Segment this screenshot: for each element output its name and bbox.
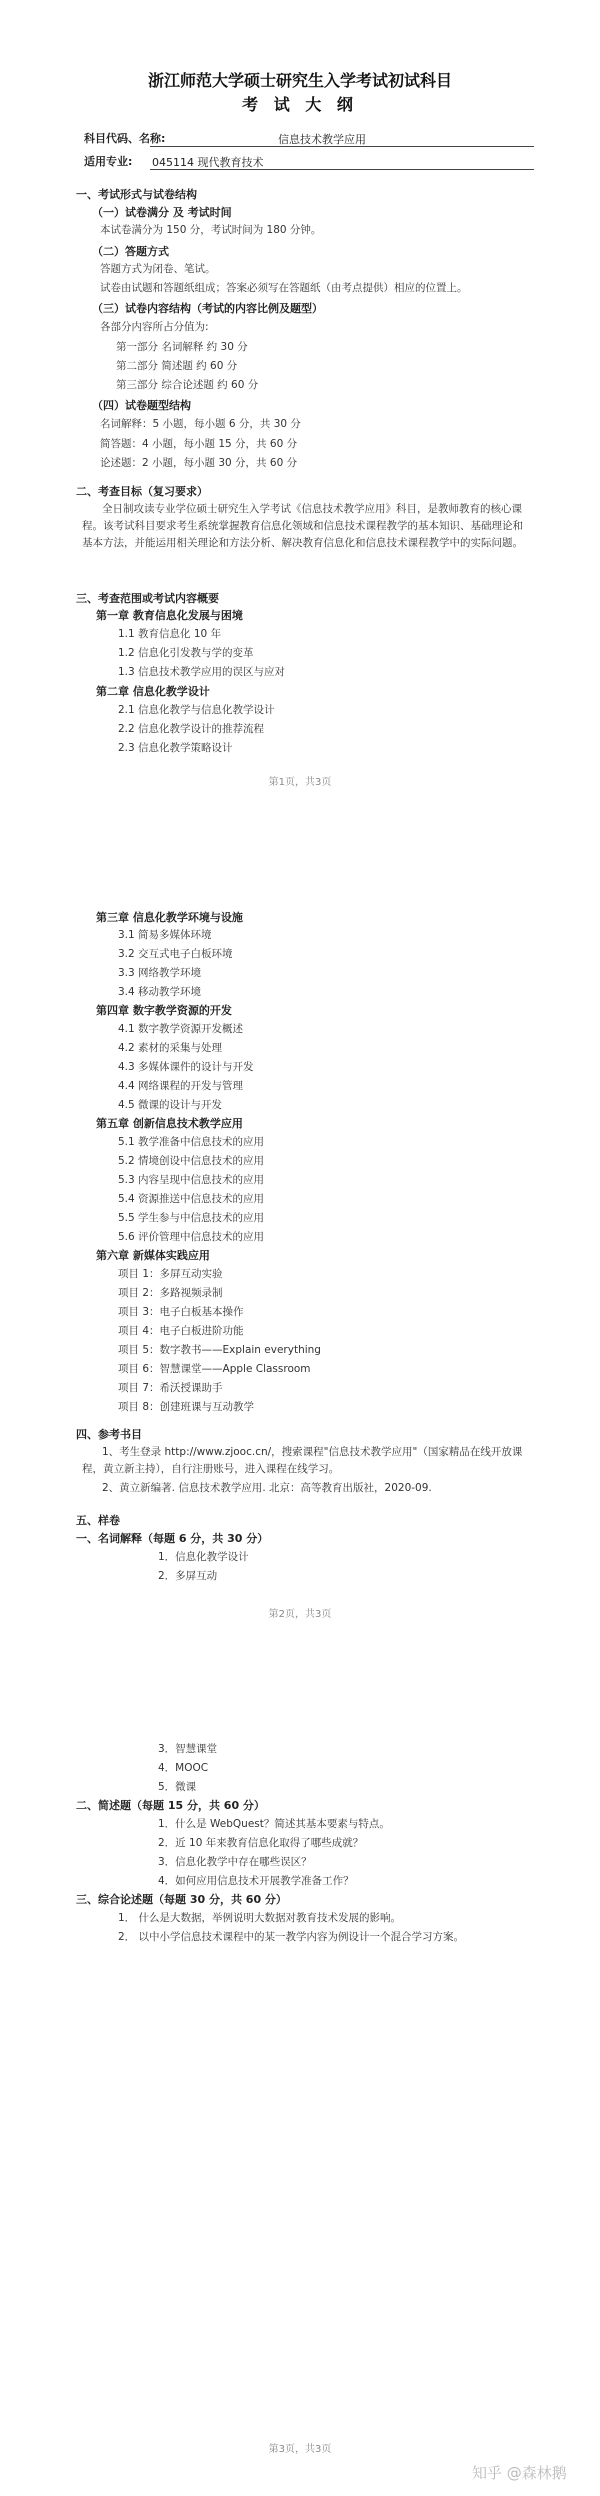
section-3-heading: 三、考查范围或考试内容概要 [76, 592, 219, 605]
list-item: 5.5 学生参与中信息技术的应用 [118, 1212, 265, 1224]
watermark: 知乎 @森林鹅 [472, 2464, 567, 2482]
list-item: 1.3 信息技术教学应用的误区与应对 [118, 666, 286, 678]
list-item: 论述题：2 小题，每小题 30 分，共 60 分 [100, 457, 298, 469]
chapter-6-title: 第六章 新媒体实践应用 [96, 1249, 210, 1262]
list-item: 5.6 评价管理中信息技术的应用 [118, 1231, 265, 1243]
page-subtitle: 考 试 大 纲 [242, 95, 358, 114]
subject-label: 科目代码、名称: [84, 132, 166, 145]
reference-1: 1、考生登录 http://www.zjooc.cn/，搜索课程"信息技术教学应用"（国家精品在线开放课程，黄立新主持），自行注册账号，进入课程在线学习。 [82, 1446, 523, 1475]
list-item: 3.2 交互式电子白板环境 [118, 948, 233, 960]
list-item: 项目 3：电子白板基本操作 [118, 1306, 244, 1318]
list-item: 项目 5：数字教书——Explain everything [118, 1344, 321, 1356]
question-item: 1．什么是 WebQuest？简述其基本要素与特点。 [158, 1818, 390, 1830]
question-item: 1．信息化教学设计 [158, 1551, 249, 1563]
page-title: 浙江师范大学硕士研究生入学考试初试科目 [147, 71, 452, 90]
question-item: 2． 以中小学信息技术课程中的某一教学内容为例设计一个混合学习方案。 [118, 1931, 465, 1943]
list-item: 4.2 素材的采集与处理 [118, 1042, 223, 1054]
list-item: 3.3 网络教学环境 [118, 967, 202, 979]
list-item: 5.2 情境创设中信息技术的应用 [118, 1155, 265, 1167]
text-line: 试卷由试题和答题纸组成；答案必须写在答题纸（由考点提供）相应的位置上。 [100, 282, 468, 294]
question-item: 2．近 10 年来教育信息化取得了哪些成就？ [158, 1837, 364, 1849]
chapter-5-title: 第五章 创新信息技术教学应用 [96, 1117, 243, 1130]
question-item: 5．微课 [158, 1781, 197, 1793]
chapter-3-title: 第三章 信息化教学环境与设施 [96, 911, 243, 924]
chapter-4-title: 第四章 数字教学资源的开发 [96, 1004, 232, 1017]
list-item: 项目 2：多路视频录制 [118, 1287, 223, 1299]
page-footer-2: 第2页，共3页 [268, 1609, 332, 1620]
major-underline [150, 169, 534, 170]
text-line: 本试卷满分为 150 分，考试时间为 180 分钟。 [100, 224, 322, 236]
question-item: 3．智慧课堂 [158, 1743, 218, 1755]
list-item: 4.3 多媒体课件的设计与开发 [118, 1061, 254, 1073]
list-item: 4.4 网络课程的开发与管理 [118, 1080, 244, 1092]
list-item: 项目 4：电子白板进阶功能 [118, 1325, 244, 1337]
section-1-sub-1: （一）试卷满分 及 考试时间 [92, 206, 232, 219]
list-item: 2.1 信息化教学与信息化教学设计 [118, 704, 275, 716]
section-2-heading: 二、考查目标（复习要求） [76, 485, 208, 498]
list-item: 第一部分 名词解释 约 30 分 [116, 341, 248, 353]
text-line: 各部分内容所占分值为: [100, 321, 209, 333]
major-label: 适用专业: [84, 155, 133, 168]
list-item: 2.2 信息化教学设计的推荐流程 [118, 723, 265, 735]
question-group-2-title: 二、简述题（每题 15 分，共 60 分） [76, 1799, 265, 1812]
chapter-1-title: 第一章 教育信息化发展与困境 [96, 609, 243, 622]
section-1-heading: 一、考试形式与试卷结构 [76, 188, 197, 201]
question-item: 4．MOOC [158, 1762, 209, 1774]
text-line: 答题方式为闭卷、笔试。 [100, 263, 216, 275]
list-item: 5.1 教学准备中信息技术的应用 [118, 1136, 265, 1148]
list-item: 项目 1：多屏互动实验 [118, 1268, 223, 1280]
list-item: 1.1 教育信息化 10 年 [118, 628, 222, 640]
chapter-2-title: 第二章 信息化教学设计 [96, 685, 210, 698]
section-2-paragraph: 全日制攻读专业学位硕士研究生入学考试《信息技术教学应用》科目，是教师教育的核心课程。该考试科目要求考生系统掌握教育信息化领域和信息技术课程教学的基本知识、基础理论和基本方法，并能运用相关理论和方法分析、解决教育信息化和信息技术课程教学中的实际问题。 [82, 503, 523, 549]
question-item: 3．信息化教学中存在哪些误区？ [158, 1856, 312, 1868]
list-item: 名词解释：5 小题，每小题 6 分，共 30 分 [100, 418, 301, 430]
list-item: 3.4 移动教学环境 [118, 986, 202, 998]
list-item: 2.3 信息化教学策略设计 [118, 742, 233, 754]
list-item: 项目 6：智慧课堂——Apple Classroom [118, 1363, 311, 1375]
section-1-sub-2: （二）答题方式 [92, 245, 169, 258]
subject-underline [150, 146, 534, 147]
list-item: 3.1 简易多媒体环境 [118, 929, 212, 941]
list-item: 第二部分 简述题 约 60 分 [116, 360, 238, 372]
list-item: 4.1 数字教学资源开发概述 [118, 1023, 244, 1035]
list-item: 简答题：4 小题，每小题 15 分，共 60 分 [100, 438, 298, 450]
list-item: 4.5 微课的设计与开发 [118, 1099, 223, 1111]
question-item: 1． 什么是大数据，举例说明大数据对教育技术发展的影响。 [118, 1912, 402, 1924]
list-item: 项目 7：希沃授课助手 [118, 1382, 223, 1394]
list-item: 5.3 内容呈现中信息技术的应用 [118, 1174, 265, 1186]
list-item: 项目 8：创建班课与互动教学 [118, 1401, 255, 1413]
section-5-heading: 五、样卷 [76, 1514, 120, 1527]
question-group-3-title: 三、综合论述题（每题 30 分，共 60 分） [76, 1893, 287, 1906]
page-footer-1: 第1页，共3页 [268, 777, 332, 788]
section-4-heading: 四、参考书目 [76, 1428, 142, 1441]
question-group-1-title: 一、名词解释（每题 6 分，共 30 分） [76, 1532, 269, 1545]
question-item: 4．如何应用信息技术开展教学准备工作？ [158, 1875, 354, 1887]
list-item: 1.2 信息化引发教与学的变革 [118, 647, 254, 659]
reference-2: 2、黄立新编著. 信息技术教学应用. 北京：高等教育出版社，2020-09. [102, 1482, 432, 1494]
question-item: 2．多屏互动 [158, 1570, 218, 1582]
section-1-sub-4: （四）试卷题型结构 [92, 399, 191, 412]
list-item: 第三部分 综合论述题 约 60 分 [116, 379, 259, 391]
subject-value: 信息技术教学应用 [278, 133, 366, 146]
list-item: 5.4 资源推送中信息技术的应用 [118, 1193, 265, 1205]
major-value: 045114 现代教育技术 [152, 156, 264, 169]
page-footer-3: 第3页，共3页 [268, 2444, 332, 2455]
section-1-sub-3: （三）试卷内容结构（考试的内容比例及题型） [92, 302, 323, 315]
